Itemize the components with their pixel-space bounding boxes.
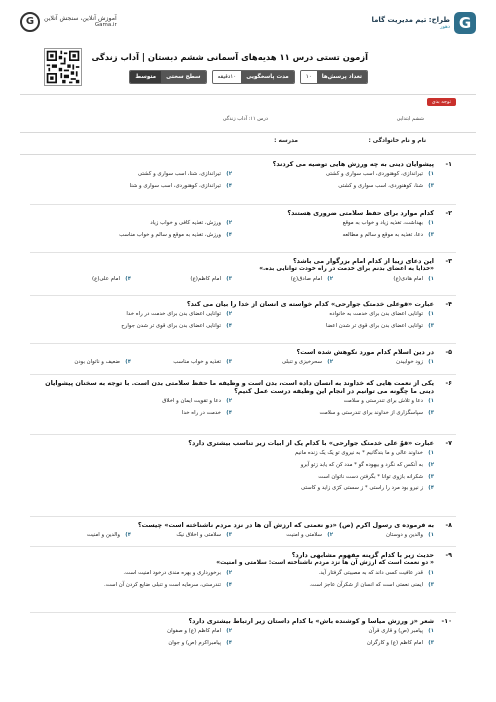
question-8: ۸- به فرموده ی رسول اکرم (ص) «دو نعمتی که ارزش آن ها در نزد مردم ناشناخته است» چیست؟ ۱) والدین و دوستان ۲) سلامتی و امنیت ۳) سلامتی و اخلاق نیک ۴) والدین و امنیت: [30, 521, 456, 539]
option-4[interactable]: ۴) تندرستی، سرمایه است و تنبلی ضایع کردن آن است.: [104, 582, 232, 589]
site-logo-icon: G: [20, 12, 40, 32]
option-1[interactable]: ۱) امام هادی(ع): [393, 276, 434, 283]
question-stem: به فرموده ی رسول اکرم (ص) «دو نعمتی که ارزش آن ها در نزد مردم ناشناخته است» چیست؟: [137, 521, 434, 529]
name-field-label: نام و نام خانوادگی :: [368, 138, 426, 144]
option-1[interactable]: ۱) زود خوابیدن: [396, 359, 434, 365]
option-4[interactable]: ۴) پیامبراکرم (ص) و جوان: [168, 639, 232, 646]
divider: [30, 252, 456, 253]
divider: [30, 516, 456, 517]
option-2[interactable]: ۲) به آنکس که نگرد و بیهوده گو * مدد کن که یابد زتو آبرو: [300, 461, 434, 468]
question-stem: این دعای زیبا از کدام امام بزرگوار می باشد؟: [292, 257, 434, 265]
divider: [30, 343, 456, 344]
meta-question-count: تعداد پرسش‌ها ۱۰: [300, 70, 368, 84]
qr-code-icon: [44, 48, 82, 86]
option-3[interactable]: ۳) امام کاظم(ع): [190, 276, 232, 283]
option-3[interactable]: ۳) شنا، کوهنوردی، اسب سواری و کشتی: [338, 182, 434, 189]
option-3[interactable]: ۳) توانایی اعضای بدن برای قوی تر شدن اعضا: [325, 322, 434, 329]
option-2[interactable]: ۲) سلامتی و امنیت: [286, 532, 333, 538]
option-4[interactable]: ۴) ضعیف و ناتوان بودن: [74, 359, 131, 365]
divider: [30, 295, 456, 296]
option-2[interactable]: ۲) سحرخیزی و تنبلی: [281, 359, 333, 365]
option-3[interactable]: ۳) امام کاظم (ع) و کارگران: [366, 639, 434, 646]
option-3[interactable]: ۳) شکرانه بازوی توانا * بگرفتن دست ناتوان است: [318, 473, 434, 480]
question-quote: « دو نعمت است که ارزش آن ها نزد مردم ناشناخته است: سلامتی و امنیت»: [216, 560, 434, 566]
option-3[interactable]: ۳) سلامتی و اخلاق نیک: [176, 532, 232, 538]
option-3[interactable]: ۳) ایمنی نعمتی است که انسان از شکرآن عاجز است.: [309, 582, 434, 589]
question-stem: عبارت «قوّ علی خدمتک جوارحی» با کدام یک از ابیات زیر تناسب بیشتری دارد؟: [188, 439, 434, 447]
question-1: ۱- پیشوایان دینی به چه ورزش هایی توصیه می کردند؟ ۱) تیراندازی، کوهنوردی، اسب سواری و کشتی ۲) تیراندازی، شنا، اسب سواری و کشتی ۳) شنا، کوهنوردی، اسب سواری و کشتی ۴) تیراندازی، کوهنوردی، اسب سواری و شنا: [30, 160, 456, 190]
page-header: [20, 12, 476, 42]
option-2[interactable]: ۲) برخورداری و بهره مندی درخود امنیت است.: [123, 570, 232, 577]
option-2[interactable]: ۲) تیراندازی، شنا، اسب سواری و کشتی: [137, 171, 232, 177]
question-quote: «خدایا به اعضای بدنم برای خدمت در راه خودت توانایی بده.»: [259, 266, 434, 272]
question-6: ۶- یکی از نعمت هایی که خداوند به انسان داده است، بدن است و وظیفه ما حفظ سلامتی بدن است. با توجه به سخنان پیشوایان دینی ما چگونه می توانیم در انجام این وظیفه درست عمل کنیم؟ ۱) دعا و تلاش برای تندرستی و سلامت ۲) دعا و تقویت ایمان و اخلاق ۳) سپاسگزاری از خداوند برای تندرستی و سلامت ۴) خدمت در راه خدا: [30, 379, 456, 417]
gama-logo-icon: G: [454, 12, 476, 34]
option-3[interactable]: ۳) دعا، تغذیه به موقع و سالم و مطالعه: [342, 231, 434, 238]
option-3[interactable]: ۳) تغذیه و خواب مناسب: [173, 359, 232, 365]
question-stem: در دین اسلام کدام مورد نکوهش شده است؟: [296, 348, 434, 356]
option-4[interactable]: ۴) ورزش، تغذیه به موقع و سالم و خواب مناسب: [119, 231, 232, 238]
info-row: [20, 112, 476, 130]
divider: [20, 94, 476, 95]
question-2: ۲- کدام موارد برای حفظ سلامتی ضروری هستند؟ ۱) بهداشت، تغذیه زیاد و خواب به موقع ۲) ورزش، تغذیه کافی و خواب زیاد ۳) دعا، تغذیه به موقع و سالم و مطالعه ۴) ورزش، تغذیه به موقع و سالم و خواب مناسب: [30, 209, 456, 239]
option-1[interactable]: ۱) بهداشت، تغذیه زیاد و خواب به موقع: [342, 220, 434, 226]
divider: [30, 546, 456, 547]
meta-duration: مدت پاسخگویی ۱۰دقیقه: [212, 70, 295, 84]
question-7: ۷- عبارت «قوّ علی خدمتک جوارحی» با کدام یک از ابیات زیر تناسب بیشتری دارد؟ ۱) خداوند عالی و ما بندگانیم * به نیروی تو یک یک زنده مانیم ۲) به آنکس که نگرد و بیهوده گو * مدد کن که یابد زتو آبرو ۳) شکرانه بازوی توانا * بگرفتن دست ناتوان است ۴) ز نیرو بود مرد را راستی * ز سستی کژی زاید و کاستی: [30, 439, 456, 492]
question-stem: کدام موارد برای حفظ سلامتی ضروری هستند؟: [287, 209, 434, 217]
grade-label: ششم ابتدایی: [396, 116, 424, 122]
question-stem: عبارت «قوعلی خدمتک جوارحی» کدام خواسته ی انسان از خدا را بیان می کند؟: [186, 300, 434, 308]
school-field-label: مدرسه :: [274, 138, 298, 144]
divider: [30, 204, 456, 205]
divider: [20, 132, 476, 133]
option-4[interactable]: ۴) امام علی(ع): [92, 276, 131, 283]
question-4: ۴- عبارت «قوعلی خدمتک جوارحی» کدام خواسته ی انسان از خدا را بیان می کند؟ ۱) توانایی اعضای بدن برای خدمت به خانواده ۲) توانایی اعضای بدن برای خدمت در راه خدا ۳) توانایی اعضای بدن برای قوی تر شدن اعضا ۴) توانایی اعضای بدن برای قوی تر شدن جوارح: [30, 300, 456, 330]
question-10: ۱۰- شعر «ز ورزش میاسا و کوشنده باش» با کدام داستان زیر ارتباط بیشتری دارد؟ ۱) پیامبر (ص) و قاری قرآن ۲) امام کاظم (ع) و صفوان ۳) امام کاظم (ع) و کارگران ۴) پیامبراکرم (ص) و جوان: [30, 617, 456, 647]
question-stem: یکی از نعمت هایی که خداوند به انسان داده است، بدن است و وظیفه ما حفظ سلامتی بدن است. با توجه به سخنان پیشوایان دینی ما چگونه می توانیم در انجام این وظیفه درست عمل کنیم؟: [45, 379, 434, 395]
brand-sub: دهور: [440, 24, 450, 31]
question-stem: پیشوایان دینی به چه ورزش هایی توصیه می کردند؟: [272, 160, 434, 168]
option-2[interactable]: ۲) دعا و تقویت ایمان و اخلاق: [162, 398, 232, 404]
option-4[interactable]: ۴) خدمت در راه خدا: [181, 409, 232, 416]
option-4[interactable]: ۴) ز نیرو بود مرد را راستی * ز سستی کژی زاید و کاستی: [300, 485, 434, 492]
divider: [30, 612, 456, 613]
brand-name: طراح: تیم مدیریت گاما: [371, 15, 450, 24]
divider: [30, 434, 456, 435]
option-1[interactable]: ۱) قدر عافیت کسی داند که به مصیبتی گرفتار آید.: [318, 570, 434, 577]
gama-brand: [371, 12, 476, 34]
option-2[interactable]: ۲) امام صادق(ع): [290, 276, 333, 283]
option-1[interactable]: ۱) خداوند عالی و ما بندگانیم * به نیروی تو یک یک زنده مانیم: [294, 450, 434, 456]
option-1[interactable]: ۱) پیامبر (ص) و قاری قرآن: [368, 628, 434, 634]
divider: [20, 154, 476, 155]
option-2[interactable]: ۲) توانایی اعضای بدن برای خدمت در راه خدا: [126, 311, 232, 317]
question-3: ۳- این دعای زیبا از کدام امام بزرگوار می باشد؟ «خدایا به اعضای بدنم برای خدمت در راه خودت توانایی بده.» ۱) امام هادی(ع) ۲) امام صادق(ع) ۳) امام کاظم(ع) ۴) امام علی(ع): [30, 257, 456, 283]
option-1[interactable]: ۱) والدین و دوستان: [386, 532, 434, 538]
meta-difficulty: سطح سختی متوسط: [129, 70, 206, 84]
option-1[interactable]: ۱) توانایی اعضای بدن برای خدمت به خانواده: [329, 311, 434, 317]
site-brand: [20, 12, 117, 32]
option-4[interactable]: ۴) والدین و امنیت: [86, 532, 131, 538]
page-title: آزمون تستی درس ۱۱ هدیه‌های آسمانی ششم دبستان | آداب زندگی: [91, 52, 368, 62]
question-stem: حدیث زیر با کدام گزینه مفهوم مشابهی دارد؟: [291, 551, 434, 559]
question-5: ۵- در دین اسلام کدام مورد نکوهش شده است؟ ۱) زود خوابیدن ۲) سحرخیزی و تنبلی ۳) تغذیه و خواب مناسب ۴) ضعیف و ناتوان بودن: [30, 348, 456, 366]
option-2[interactable]: ۲) ورزش، تغذیه کافی و خواب زیاد: [150, 220, 232, 226]
option-1[interactable]: ۱) دعا و تلاش برای تندرستی و سلامت: [343, 398, 434, 404]
site-name: آموزش آنلاین، سنجش آنلاین: [44, 14, 117, 22]
question-9: ۹- حدیث زیر با کدام گزینه مفهوم مشابهی دارد؟ « دو نعمت است که ارزش آن ها نزد مردم ناشناخته است: سلامتی و امنیت» ۱) قدر عافیت کسی داند که به مصیبتی گرفتار آید. ۲) برخورداری و بهره مندی درخود امنیت است. ۳) ایمنی نعمتی است که انسان از شکرآن عاجز است. ۴) تندرستی، سرمایه است و تنبلی ضایع کردن آن است.: [30, 551, 456, 589]
lesson-label: درس ۱۱: آداب زندگی: [222, 116, 268, 122]
divider: [30, 374, 456, 375]
question-stem: شعر «ز ورزش میاسا و کوشنده باش» با کدام داستان زیر ارتباط بیشتری دارد؟: [188, 617, 434, 625]
option-4[interactable]: ۴) توانایی اعضای بدن برای قوی تر شدن جوارح: [121, 322, 232, 329]
option-1[interactable]: ۱) تیراندازی، کوهنوردی، اسب سواری و کشتی: [325, 171, 434, 177]
exam-meta: [129, 70, 368, 84]
student-name-row: [20, 136, 476, 150]
option-3[interactable]: ۳) سپاسگزاری از خداوند برای تندرستی و سلامت: [319, 409, 434, 416]
option-4[interactable]: ۴) تیراندازی، کوهنوردی، اسب سواری و شنا: [129, 182, 232, 189]
site-url[interactable]: Gama.ir: [94, 22, 117, 29]
option-2[interactable]: ۲) امام کاظم (ع) و صفوان: [167, 628, 232, 634]
note-badge: توجه بدی: [427, 98, 456, 106]
